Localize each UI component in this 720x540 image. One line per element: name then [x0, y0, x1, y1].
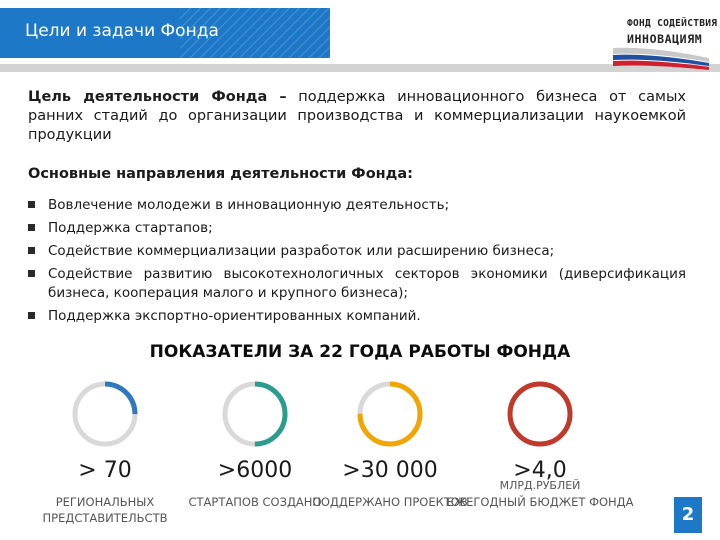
bullet-square-icon — [28, 224, 35, 231]
list-item — [28, 219, 686, 238]
logo-text-line2: ИННОВАЦИЯМ — [627, 32, 703, 46]
title-bar — [0, 8, 330, 58]
list-item — [28, 196, 686, 215]
stat-label: ЕЖЕГОДНЫЙ БЮДЖЕТ ФОНДА — [446, 495, 634, 509]
stat-projects — [305, 378, 475, 509]
bullet-square-icon — [28, 312, 35, 319]
bullet-square-icon — [28, 247, 35, 254]
flag-swoosh-icon — [611, 44, 711, 70]
list-item-text: Содействие коммерциализации разработок или расширению бизнеса; — [48, 243, 555, 259]
list-item — [28, 242, 686, 261]
goal-paragraph — [28, 88, 686, 145]
goal-lead: Цель деятельности Фонда – — [28, 89, 287, 105]
directions-list — [28, 196, 686, 330]
page-number: 2 — [674, 497, 702, 533]
stats-heading: ПОКАЗАТЕЛИ ЗА 22 ГОДА РАБОТЫ ФОНДА — [149, 342, 571, 362]
list-item-text: Вовлечение молодежи в инновационную деятельность; — [48, 197, 450, 213]
stat-regional-offices — [20, 378, 190, 525]
page-title: Цели и задачи Фонда — [25, 21, 219, 41]
stat-value: >30 000 — [342, 458, 438, 483]
list-item-text: Поддержка экспортно-ориентированных компаний. — [48, 308, 421, 324]
progress-ring-icon — [219, 378, 291, 450]
bullet-square-icon — [28, 201, 35, 208]
stat-label: СТАРТАПОВ СОЗДАНО — [188, 495, 322, 509]
stat-value: > 70 — [78, 458, 132, 483]
stat-budget — [446, 378, 634, 509]
stat-label-unit: МЛРД.РУБЛЕЙ — [499, 479, 581, 492]
directions-heading: Основные направления деятельности Фонда: — [28, 166, 413, 182]
progress-ring-icon — [69, 378, 141, 450]
goal-text: поддержка инновационного бизнеса от самых ранних стадий до организации производства и коммерциализации наукоемкой продукции — [28, 89, 686, 143]
logo-text-line1: ФОНД СОДЕЙСТВИЯ — [627, 18, 718, 29]
stat-label: ПОДДЕРЖАНО ПРОЕКТОВ — [312, 495, 468, 509]
stat-value: >6000 — [217, 458, 293, 483]
bullet-square-icon — [28, 270, 35, 277]
list-item-text: Содействие развитию высокотехнологичных секторов экономики (диверсификация бизнеса, кооперация малого и крупного бизнеса); — [48, 266, 686, 301]
stat-label: РЕГИОНАЛЬНЫХ ПРЕДСТАВИТЕЛЬСТВ — [42, 495, 168, 525]
list-item-text: Поддержка стартапов; — [48, 220, 213, 236]
stat-value: >4,0 — [513, 458, 567, 483]
progress-ring-icon — [354, 378, 426, 450]
fund-logo — [603, 10, 718, 70]
list-item — [28, 265, 686, 303]
progress-ring-icon — [504, 378, 576, 450]
list-item — [28, 307, 686, 326]
